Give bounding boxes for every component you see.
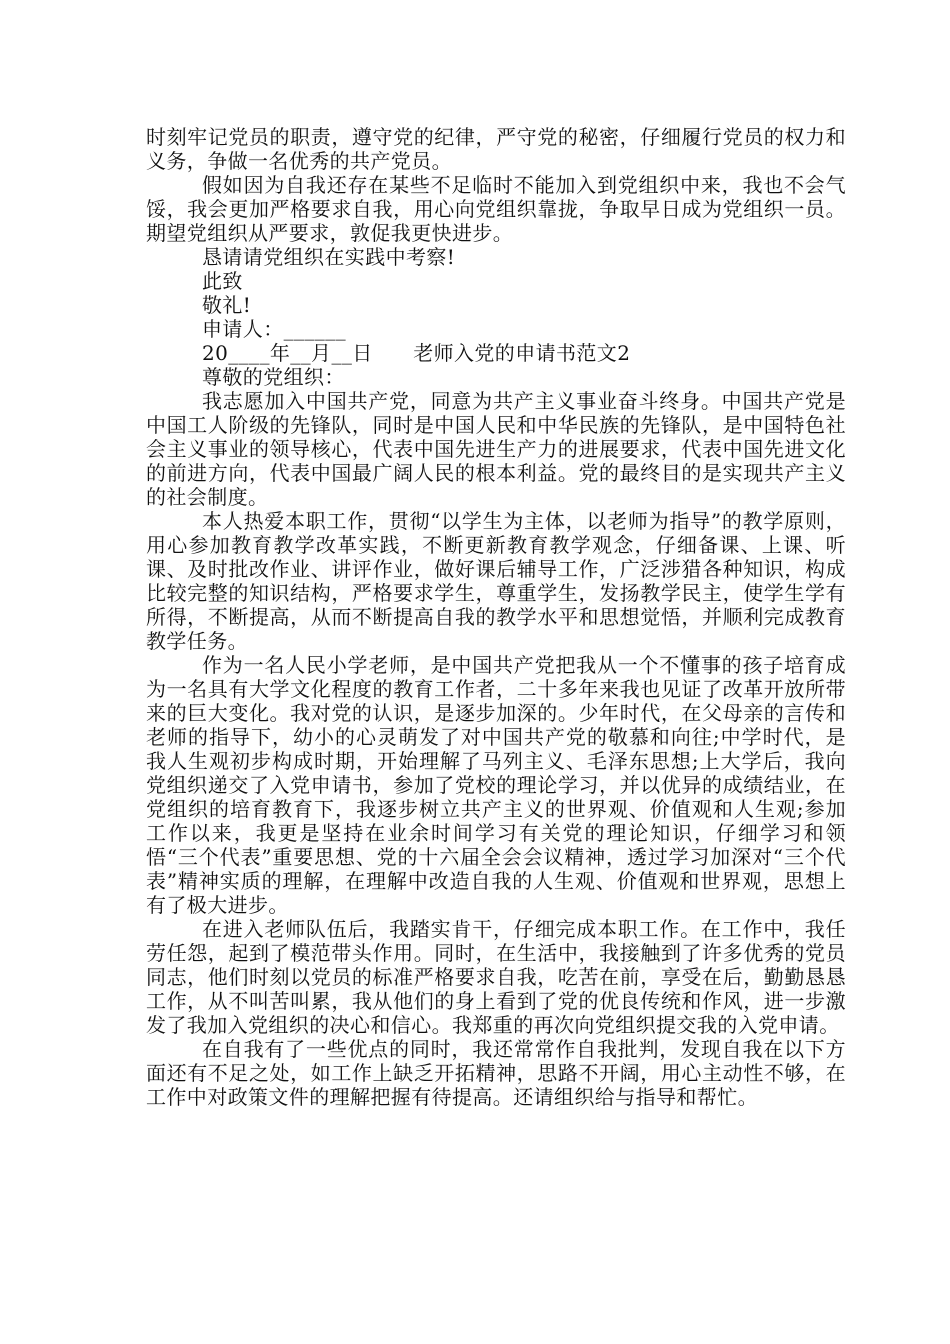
paragraph-teaching-work: 本人热爱本职工作，贯彻“以学生为主体，以老师为指导”的教学原则，用心参加教育教学改革实践，不断更新教育教学观念，仔细备课、上课、听课、及时批改作业、讲评作业，做好课后辅导工作，广泛涉猎各种知识，构成比较完整的知识结构，严格要求学生，尊重学生，发扬教学民主，使学生学有所得，不断提高，从而不断提高自我的教学水平和思想觉悟，并顺利完成教育教学任务。 (146, 509, 846, 653)
paragraph-team: 在进入老师队伍后，我踏实肯干，仔细完成本职工作。在工作中，我任劳任怨，起到了模范带头作用。同时，在生活中，我接触到了许多优秀的党员同志，他们时刻以党员的标准严格要求自我，吃苦在前，享受在后，勤勤恳恳工作，从不叫苦叫累，我从他们的身上看到了党的优良传统和作风，进一步激发了我加入党组织的决心和信心。我郑重的再次向党组织提交我的入党申请。 (146, 917, 846, 1037)
paragraph-self-criticism: 在自我有了一些优点的同时，我还常常作自我批判，发现自我在以下方面还有不足之处，如工作上缺乏开拓精神，思路不开阔，用心主动性不够，在工作中对政策文件的理解把握有待提高。还请组织给与指导和帮忙。 (146, 1037, 846, 1109)
applicant-line: 申请人：______ (202, 317, 346, 341)
closing-ci-zhi: 此致 (202, 269, 243, 293)
date-and-title-line: 20____年__月__日 老师入党的申请书范文2 (202, 341, 631, 365)
document-body (146, 125, 846, 1109)
closing-jing-li: 敬礼! (202, 293, 252, 317)
paragraph-continuation: 时刻牢记党员的职责，遵守党的纪律，严守党的秘密，仔细履行党员的权力和义务，争做一名优秀的共产党员。 (146, 125, 846, 173)
paragraph-not-discouraged: 假如因为自我还存在某些不足临时不能加入到党组织中来，我也不会气馁，我会更加严格要求自我，用心向党组织靠拢，争取早日成为党组织一员。期望党组织从严要求，敦促我更快进步。 (146, 173, 846, 245)
paragraph-volunteer: 我志愿加入中国共产党，同意为共产主义事业奋斗终身。中国共产党是中国工人阶级的先锋队，同时是中国人民和中华民族的先锋队，是中国特色社会主义事业的领导核心，代表中国先进生产力的进展要求，代表中国先进文化的前进方向，代表中国最广阔人民的根本利益。党的最终目的是实现共产主义的社会制度。 (146, 389, 846, 509)
salutation: 尊敬的党组织： (202, 365, 345, 389)
closing-request: 恳请请党组织在实践中考察! (202, 245, 456, 269)
paragraph-growth: 作为一名人民小学老师，是中国共产党把我从一个不懂事的孩子培育成为一名具有大学文化程度的教育工作者，二十多年来我也见证了改革开放所带来的巨大变化。我对党的认识，是逐步加深的。少年时代，在父母亲的言传和老师的指导下，幼小的心灵萌发了对中国共产党的敬慕和向往;中学时代，是我人生观初步构成时期，开始理解了马列主义、毛泽东思想;上大学后，我向党组织递交了入党申请书，参加了党校的理论学习，并以优异的成绩结业，在党组织的培育教育下，我逐步树立共产主义的世界观、价值观和人生观;参加工作以来，我更是坚持在业余时间学习有关党的理论知识，仔细学习和领悟“三个代表”重要思想、党的十六届全会会议精神，透过学习加深对“三个代表”精神实质的理解，在理解中改造自我的人生观、价值观和世界观，思想上有了极大进步。 (146, 653, 846, 917)
